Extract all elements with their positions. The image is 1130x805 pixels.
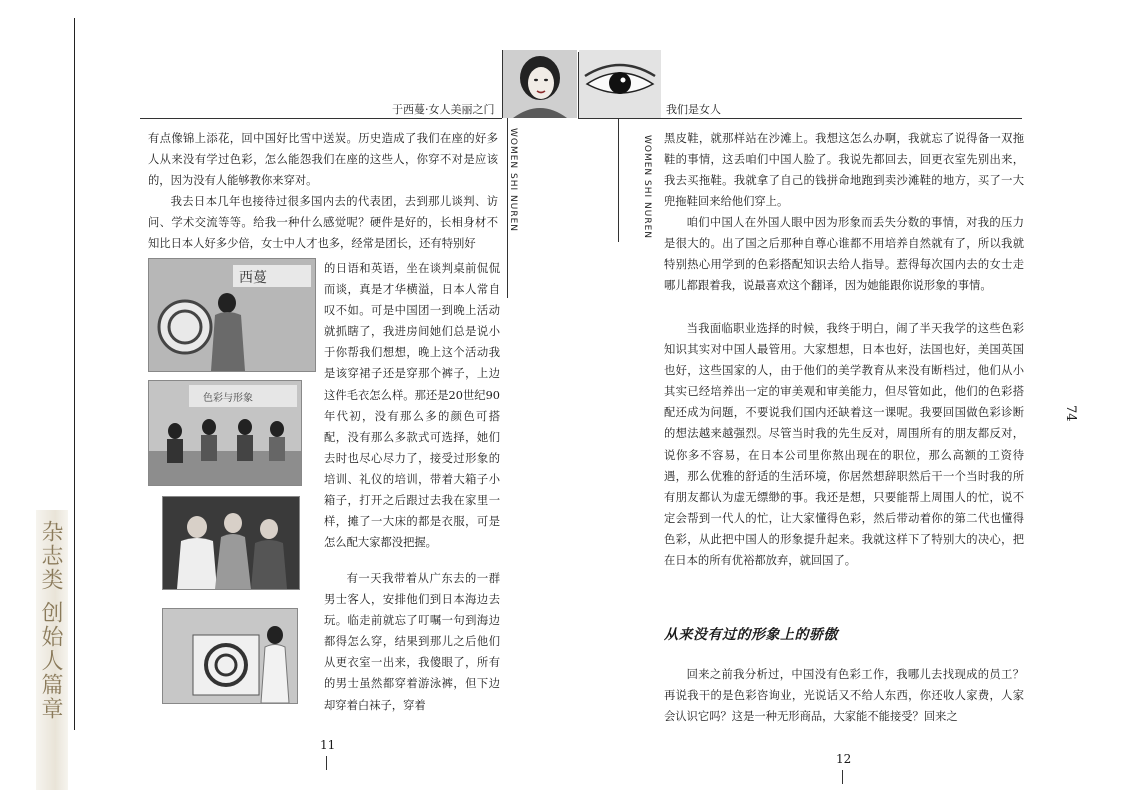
left-column-text: 的日语和英语，坐在谈判桌前侃侃而谈，真是才华横溢，日本人常自叹不如。可是中国团一到晚上活动就抓瞎了，我进房间她们总是说小于你帮我们想想，晚上这个活动我是该穿裙子还是穿那个裤子，上边这件毛衣怎么样。那还是20世纪90年代初，没有那么多的颜色可搭配，没有那么多款式可选择，她们去时也尽心尽力了，接受过形象的培训、礼仪的培训，带着大箱子小箱子，打开之后跟过去我在家里一样，摊了一大床的都是衣服，可是怎么配大家都没把握。 bbox=[324, 262, 500, 550]
photo-lecture bbox=[148, 258, 316, 372]
left-page-number: 11 bbox=[320, 738, 336, 752]
right-paragraph-3: 当我面临职业选择的时候，我终于明白，闹了半天我学的这些色彩知识其实对中国人最管用。大家想想，日本也好，法国也好，美国英国也好，这些国家的人，由于他们的美学教育从来没有断档过，他们从小其实已经培养出一定的审美观和审美能力，但尽管如此，他们的色彩搭配还成为问题，不要说我们国内还缺着这一课呢。我要回国做色彩诊断的想法越来越强烈。尽管当时我的先生反对，周围所有的朋友都反对，说你多不容易，在日本公司里你熬出现在的职位，那么高额的工资待遇，那么优雅的舒适的生活环境，你居然想辞职然后干一个当时我的所有朋友都认为虚无缥缈的事。我还是想，只要能帮上周围人的忙，说不定会帮到一代人的忙，让大家懂得色彩，然后带动着你的第二代也懂得色彩，从此把中国人的形象提升起来。我就这样下了特别大的决心，把在日本的所有优裕都放弃，就回国了。 bbox=[664, 322, 1024, 568]
photo-panel bbox=[148, 380, 302, 486]
side-tab-text: 杂志类 创始人篇章 bbox=[38, 520, 63, 721]
section-heading: 从来没有过的形象上的骄傲 bbox=[664, 627, 838, 643]
header-rule-right bbox=[578, 118, 1022, 119]
left-paragraph-1: 有点像锦上添花，回中国好比雪中送炭。历史造成了我们在座的好多人从来没有学过色彩，怎么能怨我们在座的这些人，你穿不对是应该的，因为没有人能够教你来穿对。 bbox=[148, 132, 498, 188]
vertical-label-left: WOMEN SHI NUREN bbox=[508, 128, 518, 233]
header-eye-image bbox=[579, 50, 661, 118]
right-page-number: 12 bbox=[836, 752, 852, 766]
photo-group bbox=[162, 496, 300, 590]
page-spine-line bbox=[74, 18, 75, 730]
margin-page-number: 74 bbox=[1063, 405, 1078, 422]
header-divider bbox=[502, 50, 503, 118]
header-rule-left bbox=[140, 118, 502, 119]
right-paragraph-2: 咱们中国人在外国人眼中因为形象而丢失分数的事情，对我的压力是很大的。出了国之后那种自尊心谁都不用培养自然就有了，所以我就特别热心用学到的色彩搭配知识去给人指导。惹得每次国内去的女士走哪儿都跟着我，说最喜欢这个翻译，因为她能跟你说形象的事情。 bbox=[664, 216, 1024, 293]
header-right-title: 我们是女人 bbox=[666, 103, 721, 116]
left-column-text-2: 有一天我带着从广东去的一群男士客人，安排他们到日本海边去玩。临走前就忘了叮嘱一句到海边都得怎么穿，结果到那儿之后他们从更衣室一出来，我傻眼了，所有的男士虽然都穿着游泳裤，但下边却穿着白袜子，穿着 bbox=[324, 572, 500, 712]
header-left-title: 于西蔓·女人美丽之门 bbox=[392, 103, 495, 116]
left-paragraph-2: 我去日本几年也接待过很多国内去的代表团，去到那儿谈判、访问、学术交流等等。给我一种什么感觉呢？硬件是好的，长相身材不知比日本人好多少倍，女士中人才也多，经常是团长，还有特别好 bbox=[148, 195, 498, 251]
right-paragraph-1: 黑皮鞋，就那样站在沙滩上。我想这怎么办啊，我就忘了说得备一双拖鞋的事情，这丢咱们中国人脸了。我说先都回去，回更衣室先别出来，我去买拖鞋。我就拿了自己的钱拼命地跑到卖沙滩鞋的地方，买了一大兜拖鞋回来给他们穿上。 bbox=[664, 132, 1024, 209]
photo-presentation bbox=[162, 608, 298, 704]
left-page-number-tick bbox=[326, 756, 327, 770]
right-page-number-tick bbox=[842, 770, 843, 784]
vertical-label-right: WOMEN SHI NUREN bbox=[642, 135, 652, 240]
photo-banner-text: 色彩与形象 bbox=[203, 393, 253, 404]
column-rule-right bbox=[618, 118, 619, 242]
right-paragraph-4: 回来之前我分析过，中国没有色彩工作，我哪儿去找现成的员工？再说我干的是色彩咨询业，光说话又不给人东西，你还收人家费，人家会认识它吗？这是一种无形商品，大家能不能接受？回来之 bbox=[664, 668, 1024, 724]
photo-sign-text: 西蔓 bbox=[239, 270, 267, 286]
header-portrait-image bbox=[503, 50, 577, 118]
header-divider-right bbox=[578, 52, 579, 118]
